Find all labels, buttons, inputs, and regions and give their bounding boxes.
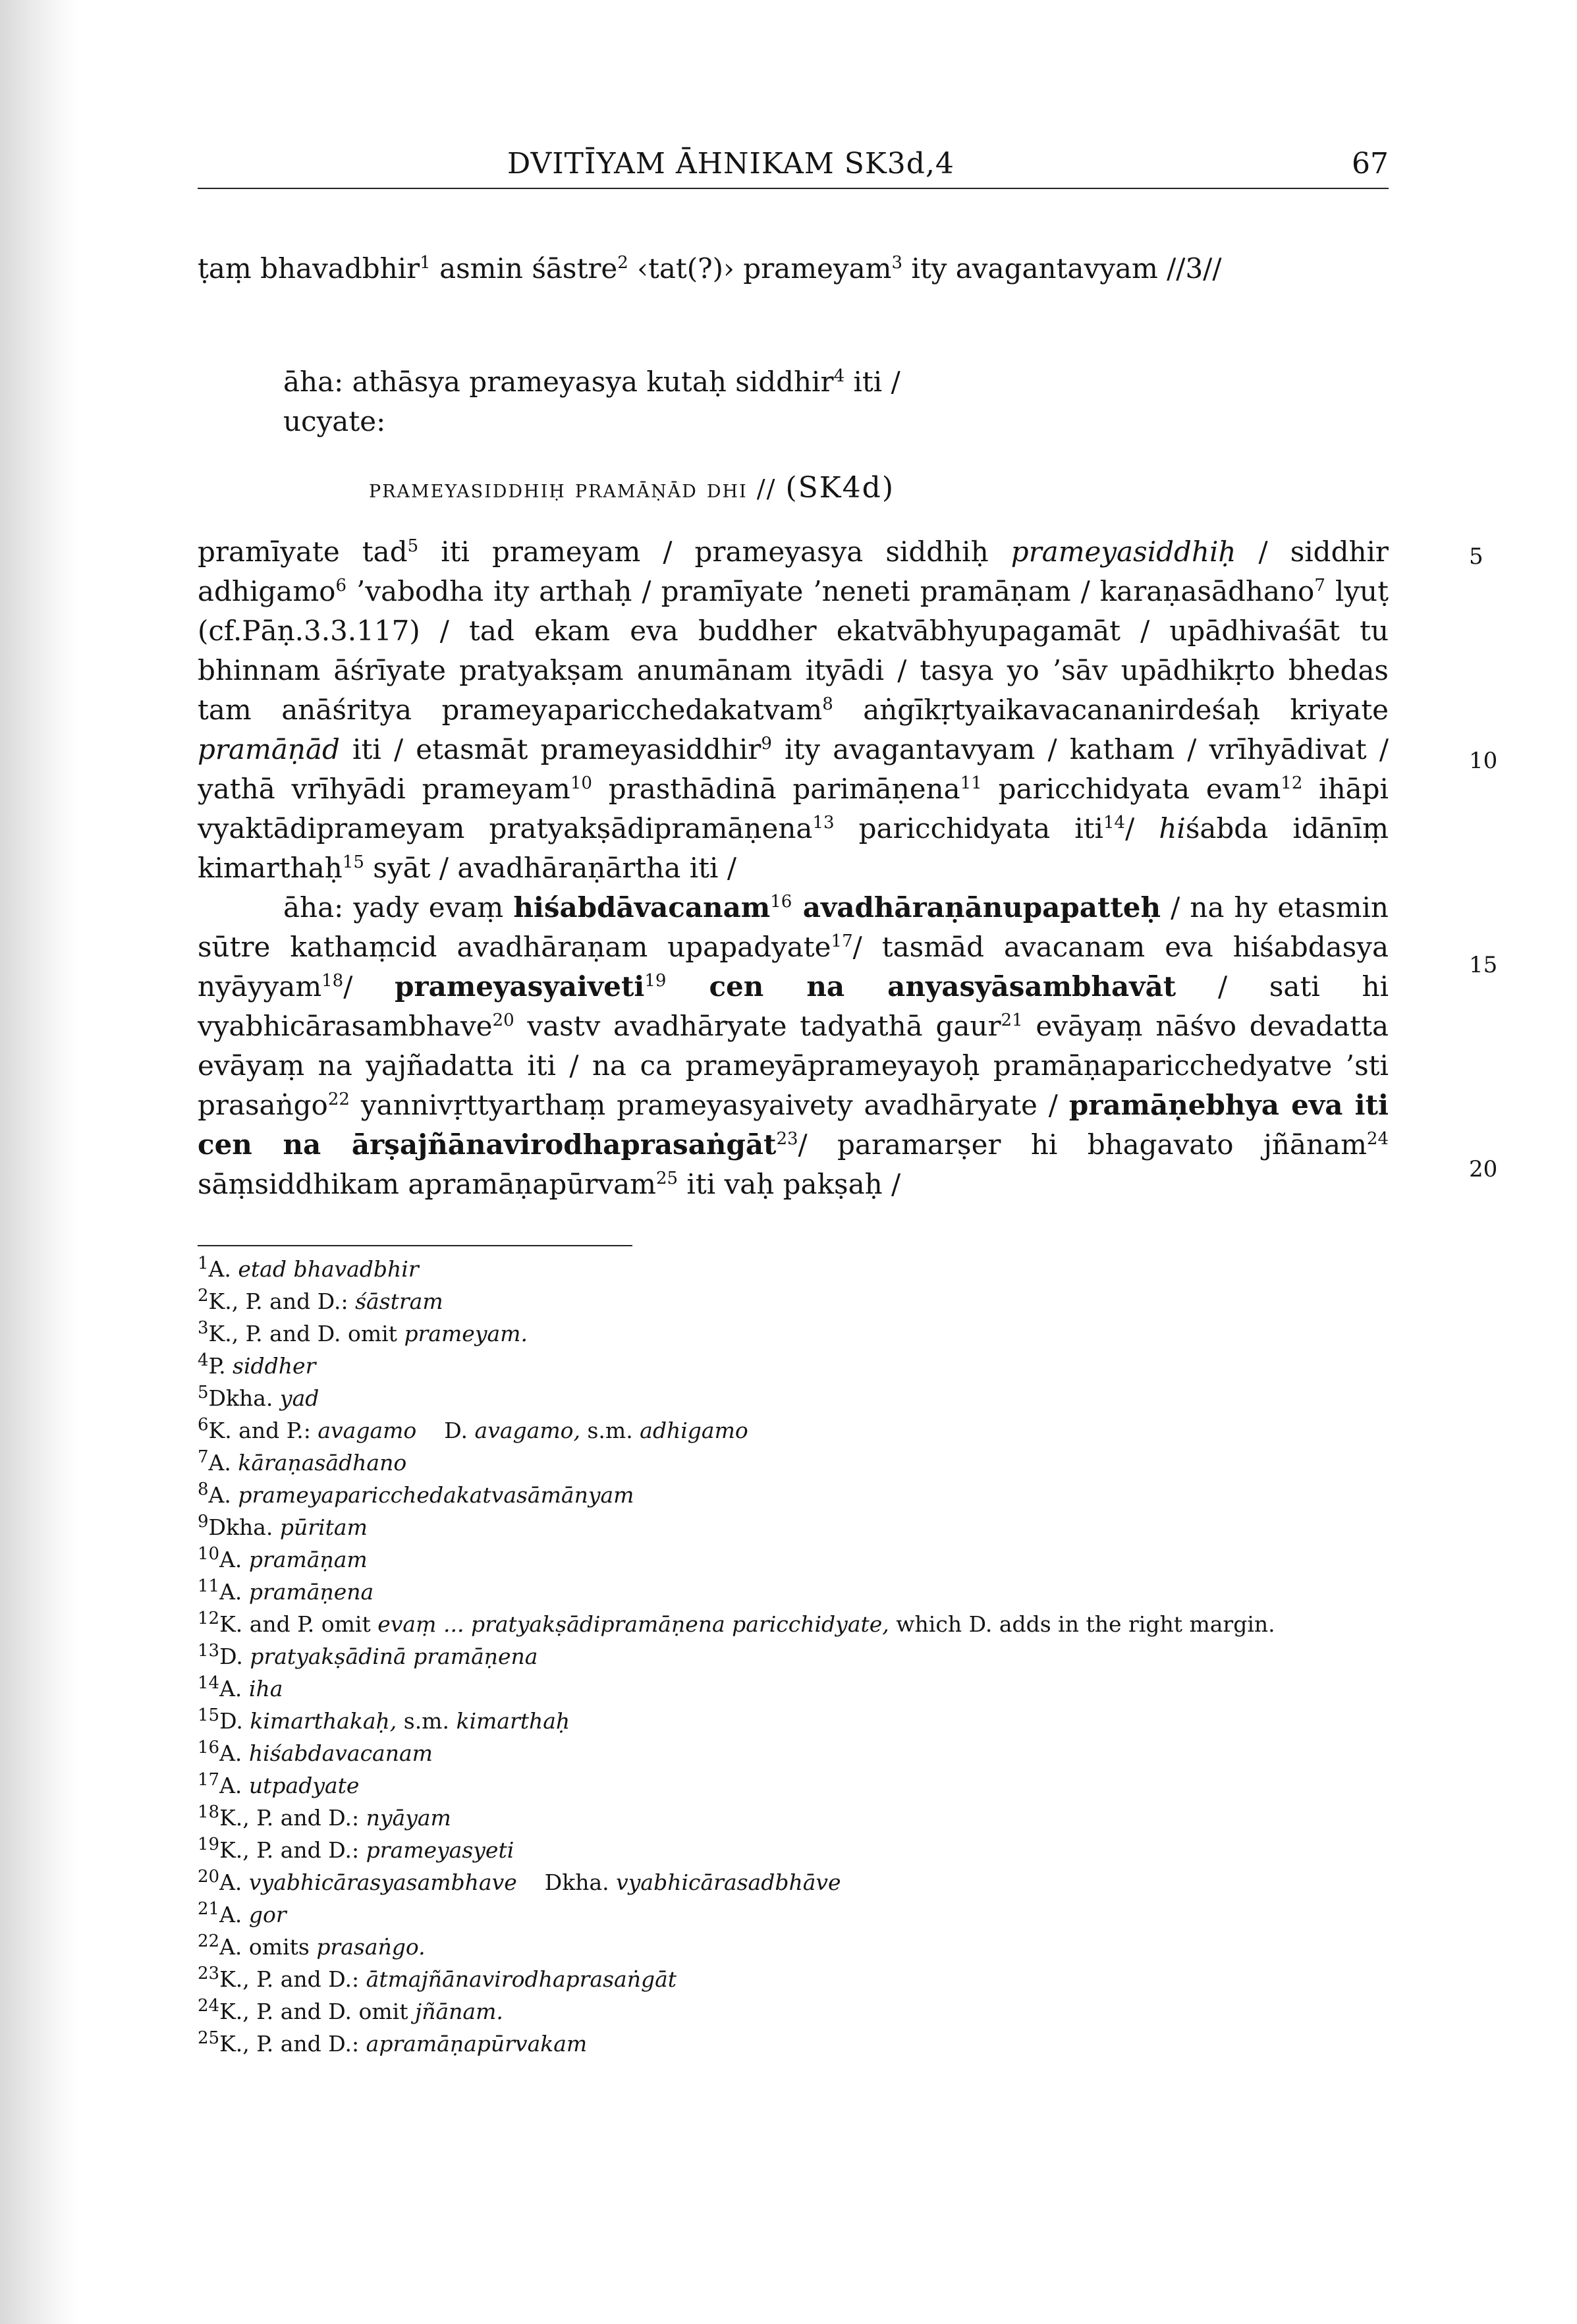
- footnote-text: A. omits: [219, 1934, 317, 1960]
- footnote-ref: 4: [833, 366, 845, 386]
- footnote: [198, 1543, 1389, 1576]
- footnote-number: 9: [198, 1512, 209, 1532]
- commentary-text: /: [1125, 812, 1159, 844]
- footnote-number: 6: [198, 1415, 209, 1435]
- footnote-variant: etad bhavadbhir: [238, 1256, 419, 1282]
- footnote-ref: 8: [822, 694, 833, 714]
- commentary-text: aṅgīkṛtyaikavacananirdeśaḥ kriyate: [833, 694, 1389, 726]
- footnote-number: 4: [198, 1350, 209, 1370]
- bold-lemma: avadhāraṇānupapatteḥ: [792, 891, 1161, 924]
- footnote-text: Dkha.: [208, 1514, 280, 1540]
- commentary-text: / paramarṣer hi bhagavato jñānam: [798, 1128, 1367, 1161]
- footnote-variant: yad: [279, 1385, 319, 1411]
- commentary-text: pramīyate tad: [198, 536, 408, 568]
- footnote-number: 15: [198, 1705, 220, 1725]
- footnote-variant: jñānam.: [414, 1999, 503, 2024]
- footnote: [198, 1673, 1389, 1705]
- bold-lemma: pramāṇebhya eva iti cen na ārṣajñānavirodhaprasaṅgāt: [198, 1089, 1389, 1161]
- footnote-variant: ātmajñānavirodhaprasaṅgāt: [366, 1966, 677, 1992]
- footnote-variant: evaṃ ... pratyakṣādipramāṇena paricchidyate,: [377, 1611, 889, 1637]
- commentary-text: lyuṭ (cf.Pāṇ.3.3.117) / tad ekam eva buddher ekatvābhyupagamāt / upādhivaśāt tu bhinnam āśrīyate pratyakṣam anumānam ityādi / tasya yo ’sāv upādhikṛto bhedas tam anāśritya prameyaparicchedakatvam: [198, 575, 1389, 726]
- commentary-text: sāṃsiddhikam apramāṇapūrvam: [198, 1168, 656, 1200]
- footnote-ref: 2: [617, 253, 628, 273]
- footnote-number: 18: [198, 1802, 220, 1822]
- footnote-ref: 23: [776, 1129, 798, 1149]
- footnote: [198, 1608, 1389, 1640]
- footnote-number: 14: [198, 1673, 220, 1693]
- italic-text: prameyasiddhiḥ: [1010, 536, 1236, 568]
- footnote-ref: 13: [812, 813, 835, 833]
- footnote: [198, 2028, 1389, 2060]
- bold-lemma: hiśabdāvacanam: [513, 891, 771, 924]
- footnote-number: 22: [198, 1931, 220, 1951]
- footnote-number: 20: [198, 1867, 220, 1887]
- footnote-ref: 19: [644, 971, 667, 991]
- commentary-text: iti vaḥ pakṣaḥ /: [678, 1168, 901, 1200]
- footnote-text: A.: [208, 1482, 238, 1508]
- footnote-number: 1: [198, 1254, 209, 1273]
- dialogue-text: iti /: [844, 366, 900, 398]
- footnote: [198, 1317, 1389, 1350]
- footnote-text: P.: [208, 1353, 233, 1379]
- footnote-text: K. and P.:: [208, 1418, 318, 1443]
- footnote-variant: pramāṇam: [248, 1547, 368, 1572]
- footnote-ref: 5: [407, 536, 419, 556]
- footnote: [198, 1640, 1389, 1673]
- dialogue-block: [283, 362, 900, 441]
- verse-line: [198, 249, 1389, 289]
- verse-text: asmin śāstre: [430, 252, 618, 285]
- footnote: [198, 1253, 1389, 1285]
- footnote-variant: hiśabdavacanam: [248, 1740, 433, 1766]
- verse-text: ṭaṃ bhavadbhir: [198, 252, 420, 285]
- footnote-text: K., P. and D.:: [219, 1966, 366, 1992]
- footnote-text: D.: [416, 1418, 475, 1443]
- footnote-ref: 25: [655, 1169, 678, 1188]
- commentary-text: prasthādinā parimāṇena: [592, 773, 960, 805]
- footnote-text: A.: [219, 1740, 249, 1766]
- footnote-text: K., P. and D.:: [219, 1837, 366, 1863]
- commentary-text: iti / etasmāt prameyasiddhir: [339, 733, 761, 765]
- footnote-text: A.: [208, 1450, 238, 1476]
- footnote-text: A.: [219, 1676, 249, 1702]
- footnote-text: Dkha.: [516, 1869, 617, 1895]
- commentary-text: / na hy etasmin sūtre kathaṃcid avadhāraṇam upapadyate: [198, 891, 1389, 963]
- footnote-variant: avagamo: [318, 1418, 417, 1443]
- footnote-number: 7: [198, 1447, 209, 1467]
- footnote-number: 2: [198, 1286, 209, 1306]
- footnote-rule: [198, 1245, 632, 1246]
- footnote-variant: vyabhicārasadbhāve: [616, 1869, 841, 1895]
- footnote-variant: avagamo,: [474, 1418, 580, 1443]
- footnote-variant: kimarthaḥ: [456, 1708, 570, 1734]
- footnote-number: 19: [198, 1835, 220, 1854]
- footnote-text: K. and P. omit: [219, 1611, 378, 1637]
- footnote-number: 12: [198, 1609, 220, 1628]
- footnote-text: K., P. and D.:: [219, 2031, 366, 2057]
- footnote-text: A.: [219, 1773, 249, 1798]
- footnote-variant: pratyakṣādinā pramāṇena: [250, 1644, 538, 1669]
- sutra-heading: [369, 471, 895, 505]
- footnote: [198, 1866, 1389, 1898]
- commentary-text: /: [343, 970, 395, 1003]
- commentary-text: / siddhir adhigamo: [198, 536, 1389, 607]
- footnote-number: 21: [198, 1899, 220, 1919]
- footnote-number: 16: [198, 1738, 220, 1757]
- bold-lemma: cen na anyasyāsambhavāt: [666, 970, 1176, 1003]
- commentary-text: vastv avadhāryate tadyathā gaur: [514, 1010, 1001, 1042]
- footnote-ref: 17: [831, 931, 853, 951]
- book-page: [198, 0, 1498, 2324]
- footnote-ref: 3: [891, 253, 903, 273]
- footnote-number: 10: [198, 1544, 220, 1564]
- line-number: 10: [1469, 748, 1498, 774]
- italic-text: pramāṇād: [198, 733, 340, 765]
- footnote-ref: 12: [1281, 773, 1303, 793]
- footnote-ref: 7: [1314, 576, 1325, 595]
- footnote-text: D.: [219, 1708, 250, 1734]
- footnote: [198, 1802, 1389, 1834]
- footnote-text: A.: [219, 1547, 249, 1572]
- footnote-variant: iha: [248, 1676, 283, 1702]
- footnote-text: A.: [219, 1579, 249, 1605]
- footnote: [198, 1769, 1389, 1802]
- footnote-variant: siddher: [233, 1353, 316, 1379]
- footnote-variant: apramāṇapūrvakam: [366, 2031, 588, 2057]
- footnote-ref: 16: [770, 892, 792, 912]
- footnote-ref: 14: [1103, 813, 1126, 833]
- footnote-text: A.: [219, 1869, 249, 1895]
- verse-text: ‹tat(?)› prameyam: [628, 252, 892, 285]
- footnote-variant: kāraṇasādhano: [238, 1450, 407, 1476]
- footnote: [198, 1576, 1389, 1608]
- footnote-ref: 11: [960, 773, 982, 793]
- footnote: [198, 1350, 1389, 1382]
- commentary-paragraph: [198, 888, 1389, 1204]
- footnote: [198, 1995, 1389, 2028]
- commentary-text: evāyaṃ nāśvo devadatta evāyaṃ na yajñadatta iti / na ca prameyāprameyayoḥ pramāṇaparicchedyatve ’sti prasaṅgo: [198, 1010, 1389, 1121]
- footnote-variant: kimarthakaḥ,: [250, 1708, 397, 1734]
- footnote-number: 23: [198, 1964, 220, 1983]
- footnote-variant: utpadyate: [248, 1773, 360, 1798]
- footnote-text: D.: [219, 1644, 250, 1669]
- footnote-variant: pramāṇena: [248, 1579, 374, 1605]
- footnote-text: K., P. and D. omit: [208, 1321, 404, 1346]
- verse-text: ity avagantavyam //3//: [902, 252, 1222, 285]
- commentary-text: ihāpi vyaktādiprameyam pratyakṣādipramāṇena: [198, 773, 1389, 844]
- running-head: [198, 142, 1389, 189]
- commentary-text: iti prameyam / prameyasya siddhiḥ: [418, 536, 1011, 568]
- footnote-ref: 18: [321, 971, 344, 991]
- footnote-number: 17: [198, 1770, 220, 1790]
- footnote-number: 5: [198, 1383, 209, 1402]
- footnote-ref: 24: [1366, 1129, 1389, 1149]
- commentary-text: yannivṛttyarthaṃ prameyasyaivety avadhāryate /: [349, 1089, 1069, 1121]
- footnote-ref: 21: [1001, 1010, 1023, 1030]
- footnote-variant: prameyaparicchedakatvasāmānyam: [238, 1482, 634, 1508]
- footnote-variant: śāstram: [355, 1288, 443, 1314]
- footnote: [198, 1285, 1389, 1317]
- footnote-number: 25: [198, 2028, 220, 2048]
- footnote-number: 24: [198, 1996, 220, 2016]
- footnote: [198, 1479, 1389, 1511]
- footnote-ref: 1: [420, 253, 431, 273]
- footnote: [198, 1737, 1389, 1769]
- footnote-text: A.: [219, 1902, 249, 1927]
- footnote: [198, 1382, 1389, 1414]
- footnote: [198, 1414, 1389, 1447]
- line-number: 5: [1469, 543, 1483, 570]
- footnote-ref: 6: [335, 576, 346, 595]
- commentary-text: ’vabodha ity arthaḥ / pramīyate ’neneti pramāṇam / karaṇasādhano: [346, 575, 1315, 607]
- footnote-number: 11: [198, 1576, 220, 1596]
- commentary: [198, 532, 1389, 1204]
- footnote-ref: 15: [342, 852, 364, 872]
- commentary-paragraph: [198, 532, 1389, 888]
- footnote-variant: pūritam: [279, 1514, 368, 1540]
- footnote-ref: 10: [570, 773, 592, 793]
- footnote: [198, 1705, 1389, 1737]
- footnote-ref: 20: [492, 1010, 514, 1030]
- footnote-text: which D. adds in the right margin.: [889, 1611, 1275, 1637]
- commentary-text: paricchidyata iti: [834, 812, 1103, 844]
- footnote-variant: prameyasyeti: [366, 1837, 514, 1863]
- footnote-number: 3: [198, 1318, 209, 1338]
- commentary-text: śabda idānīṃ kimarthaḥ: [198, 812, 1389, 884]
- footnote-variant: nyāyam: [366, 1805, 451, 1831]
- italic-text: hi: [1159, 812, 1186, 844]
- line-number: 15: [1469, 952, 1498, 978]
- footnote: [198, 1834, 1389, 1866]
- dialogue-text: āha: athāsya prameyasya kutaḥ siddhir: [283, 366, 834, 398]
- footnote-variant: gor: [248, 1902, 287, 1927]
- footnote: [198, 1898, 1389, 1931]
- footnote-text: s.m.: [580, 1418, 640, 1443]
- sutra-ref: (SK4d): [785, 471, 895, 505]
- footnote-text: K., P. and D.:: [219, 1805, 366, 1831]
- footnote-variant: adhigamo: [640, 1418, 748, 1443]
- footnote-variant: vyabhicārasyasambhave: [248, 1869, 517, 1895]
- footnote-text: Dkha.: [208, 1385, 280, 1411]
- commentary-text: / sati hi vyabhicārasambhave: [198, 970, 1389, 1042]
- footnote-variant: prameyam.: [404, 1321, 528, 1346]
- footnote: [198, 1931, 1389, 1963]
- footnote-text: s.m.: [397, 1708, 456, 1734]
- footnote: [198, 1963, 1389, 1995]
- sutra-text: prameyasiddhiḥ pramāṇād dhi //: [369, 474, 777, 503]
- footnote: [198, 1511, 1389, 1543]
- footnote-text: K., P. and D.:: [208, 1288, 356, 1314]
- footnote-text: K., P. and D. omit: [219, 1999, 415, 2024]
- commentary-text: / tasmād avacanam eva hiśabdasya nyāyyam: [198, 931, 1389, 1003]
- footnote: [198, 1447, 1389, 1479]
- footnote-number: 8: [198, 1480, 209, 1499]
- footnote-ref: 9: [761, 734, 772, 754]
- footnote-variant: prasaṅgo.: [316, 1934, 426, 1960]
- dialogue-line: [283, 362, 900, 402]
- dialogue-line: ucyate:: [283, 405, 386, 437]
- commentary-text: paricchidyata evam: [982, 773, 1281, 805]
- page-number: 67: [1352, 147, 1389, 180]
- footnote-number: 13: [198, 1641, 220, 1661]
- book-binding-shadow: [0, 0, 79, 2324]
- commentary-text: syāt / avadhāraṇārtha iti /: [364, 852, 736, 884]
- commentary-text: āha: yady evaṃ: [283, 891, 514, 924]
- footnote-ref: 22: [327, 1090, 350, 1109]
- footnotes: [198, 1253, 1389, 2060]
- line-number: 20: [1469, 1156, 1498, 1182]
- footnote-text: A.: [208, 1256, 238, 1282]
- bold-lemma: prameyasyaiveti: [395, 970, 645, 1003]
- running-head-title: DVITĪYAM ĀHNIKAM SK3d,4: [507, 147, 954, 180]
- commentary-text: ity avagantavyam / katham / vrīhyādivat / yathā vrīhyādi prameyam: [198, 733, 1389, 805]
